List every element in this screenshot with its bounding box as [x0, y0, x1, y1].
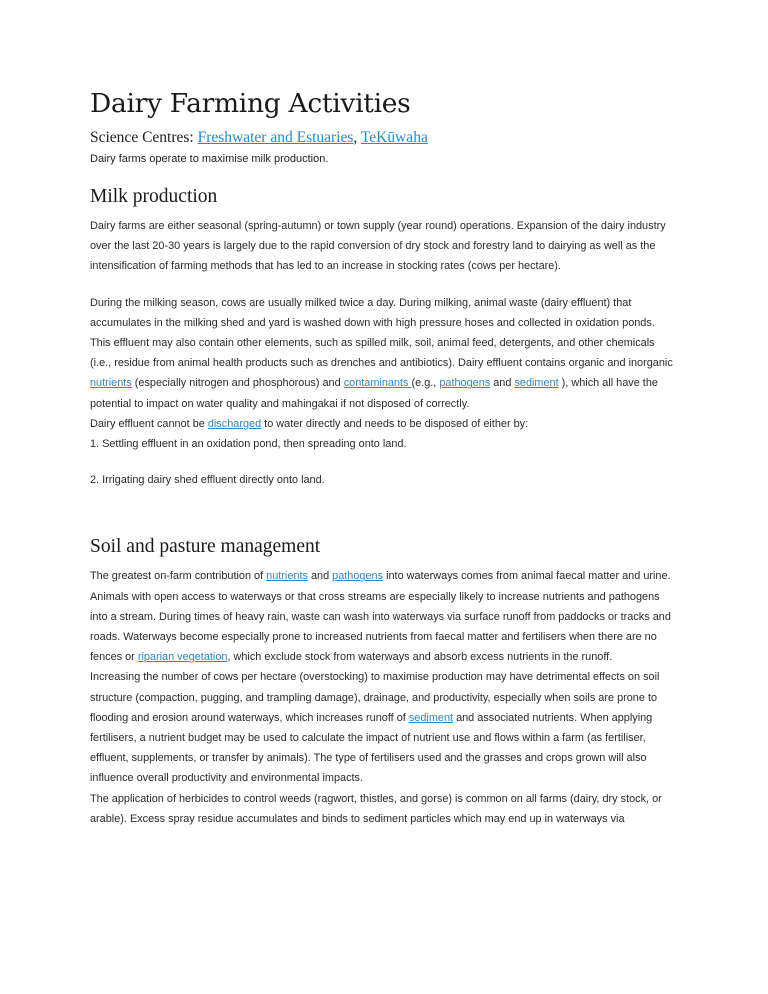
disposal-option-1: 1. Settling effluent in an oxidation pond, then spreading onto land.	[90, 438, 407, 451]
text-run: Increasing the number of cows per hectare (overstocking) to maximise production may have detrimental effects on soil structure (compaction, pugging, and trampling damage), drainage, and productivity, especially when soils are prone to flooding and erosion around waterways, which increases runoff of	[90, 671, 660, 724]
text-run: During the milking season, cows are usually milked twice a day. During milking, animal waste (dairy effluent) that accumulates in the milking shed and yard is washed down with high pressure hoses and collected in oxidation ponds. This effluent may also contain other elements, such as spilled milk, soil, animal feed, detergents, and other chemicals (i.e., residue from animal health products such as drenches and antibiotics). Dairy effluent contains organic and inorganic	[90, 296, 673, 370]
text-run: (e.g.,	[411, 377, 440, 390]
milk-paragraph-3	[90, 414, 676, 434]
science-centres-separator: ,	[353, 129, 361, 146]
text-run: , which exclude stock from waterways and absorb excess nutrients in the runoff.	[227, 651, 613, 664]
text-run: to water directly and needs to be disposed of either by:	[261, 417, 529, 430]
text-run: ), which all have the potential to impact on water quality and mahingakai if not disposed of correctly.	[90, 377, 658, 410]
text-run: and	[490, 377, 515, 390]
soil-paragraph-3: The application of herbicides to control weeds (ragwort, thistles, and gorse) is common on all farms (dairy, dry stock, or arable). Excess spray residue accumulates and binds to sediment particles which may end up in waterways via	[90, 792, 662, 825]
nutrients-link[interactable]: nutrients	[266, 570, 308, 583]
text-run: The greatest on-farm contribution of	[90, 570, 267, 583]
text-run: Dairy effluent cannot be	[90, 417, 208, 430]
riparian-vegetation-link[interactable]: riparian vegetation	[137, 651, 228, 664]
contaminants-link[interactable]: contaminants	[343, 377, 412, 390]
milk-paragraph-2	[90, 293, 676, 414]
pathogens-link[interactable]: pathogens	[439, 377, 491, 390]
tekuwaha-link[interactable]: TeKūwaha	[360, 129, 428, 146]
text-run: and	[307, 570, 333, 583]
soil-pasture-heading: Soil and pasture management	[90, 536, 321, 558]
milk-paragraph-1: Dairy farms are either seasonal (spring-autumn) or town supply (year round) operations. Expansion of the dairy industry over the last 20-30 years is largely due to the rapid conversion of dry stock and forestry land to dairying as well as the intensification of farming methods that has led to an increase in stocking rates (cows per hectare).	[90, 220, 666, 273]
discharged-link[interactable]: discharged	[207, 417, 262, 430]
intro-text: Dairy farms operate to maximise milk production.	[90, 153, 329, 165]
text-run: (especially nitrogen and phosphorous) and	[131, 377, 344, 390]
nutrients-link[interactable]: nutrients	[90, 377, 132, 390]
sediment-link[interactable]: sediment	[514, 377, 559, 390]
soil-paragraph-2	[90, 667, 676, 788]
text-run: and associated nutrients. When applying fertilisers, a nutrient budget may be used to calculate the impact of nutrient use and flows within a farm (as fertiliser, effluent, supplements, or transfer by animals). The type of fertilisers used and the grasses and crops grown will also influence overall productivity and environmental impacts.	[90, 711, 653, 785]
disposal-option-2: 2. Irrigating dairy shed effluent directly onto land.	[90, 474, 325, 487]
soil-paragraph-1	[90, 566, 676, 667]
text-run: into waterways comes from animal faecal matter and urine. Animals with open access to waterways or that cross streams are especially likely to increase nutrients and pathogens into a stream. During times of heavy rain, waste can wash into waterways via surface runoff from paddocks or tracks and roads. Waterways become especially prone to increased nutrients from faecal matter and fertilisers when there are no fences or	[90, 570, 671, 664]
pathogens-link[interactable]: pathogens	[332, 570, 384, 583]
science-centres-label: Science Centres:	[90, 129, 198, 146]
sediment-link[interactable]: sediment	[408, 711, 454, 724]
milk-production-heading: Milk production	[90, 186, 218, 207]
page-title: Dairy Farming Activities	[90, 88, 411, 119]
science-centres-line	[90, 128, 676, 148]
freshwater-estuaries-link[interactable]: Freshwater and Estuaries	[197, 129, 354, 146]
document-page	[90, 84, 676, 829]
